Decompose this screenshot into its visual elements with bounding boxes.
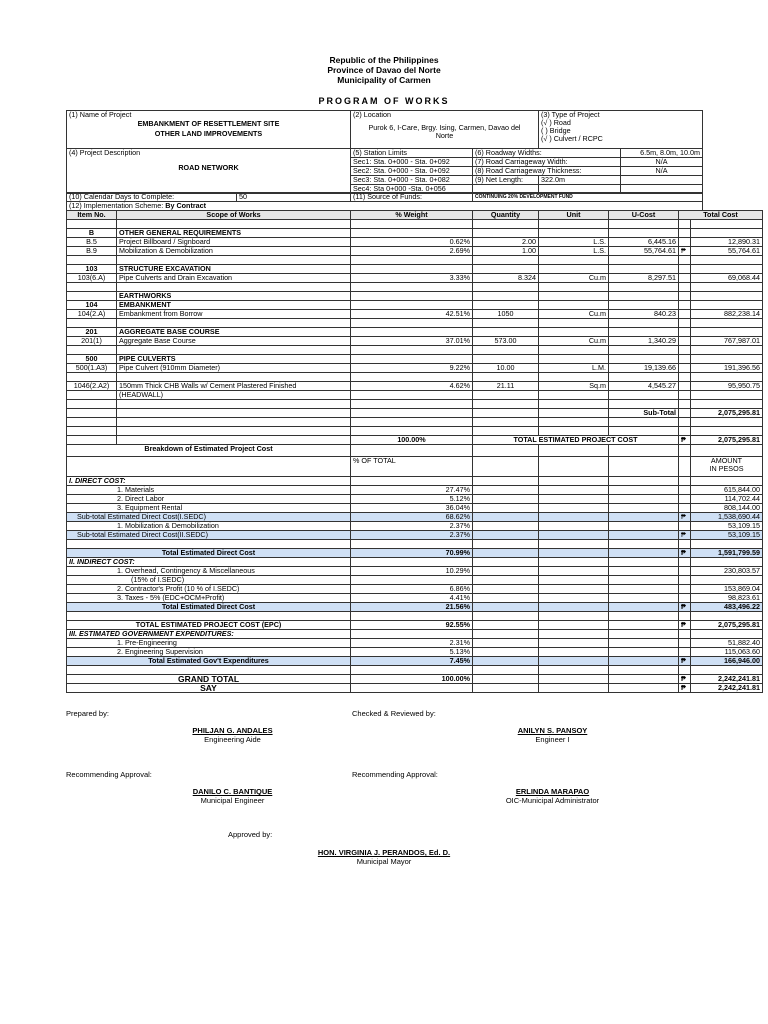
table-cell: Breakdown of Estimated Project Cost [67,445,351,457]
table-cell: 573.00 [473,337,539,346]
col-ucost: U-Cost [609,211,679,220]
table-cell: ₱ [679,684,691,693]
table-row [67,522,763,531]
table-cell: PIPE CULVERTS [117,355,351,364]
header-municipality: Municipality of Carmen [337,75,431,85]
table-cell: HON. VIRGINIA J. PERANDOS, Ed. D. [317,848,451,857]
table-cell: (HEADWALL) [117,391,351,400]
table-cell: IN PESOS [709,464,744,473]
table-cell: 2.37% [351,531,473,540]
table-cell: EMBANKMENT [117,301,351,310]
table-cell: 53,109.15 [691,531,763,540]
table-cell: 8.324 [473,274,539,283]
table-cell: 1,340.29 [609,337,679,346]
table-cell: 3.33% [351,274,473,283]
table-cell: 92.55% [351,621,473,630]
type-road: (√ ) Road [541,118,571,127]
section-3: Sec3: Sta. 0+000 - Sta. 0+082 [351,176,473,185]
table-row [67,585,763,594]
type-bridge: ( ) Bridge [541,126,571,135]
table-cell: 1,591,799.59 [691,549,763,558]
table-cell: Sq.m [539,382,609,391]
table-row [67,576,763,585]
table-cell: 12,890.31 [691,238,763,247]
table-row [67,265,763,274]
table-cell: 4,545.27 [609,382,679,391]
table-cell: 1. Mobilization & Demobilization [67,522,351,531]
table-cell: 69,068.44 [691,274,763,283]
table-row [67,301,763,310]
table-row [67,495,763,504]
table-cell: 1. Overhead, Contingency & Miscellaneous [67,567,351,576]
table-cell: Engineering Aide [204,735,261,744]
roadway-value: 6.5m, 8.0m, 10.0m [621,149,703,158]
table-cell: 2,075,295.81 [691,436,763,445]
breakdown-header-row [67,445,763,457]
table-row [67,630,763,639]
table-cell: 5.12% [351,495,473,504]
project-info-table [66,110,703,149]
table-cell: ₱ [679,549,691,558]
location-cell [351,111,539,149]
table-cell: 1,538,690.44 [691,513,763,522]
table-cell: 1. Materials [67,486,351,495]
table-cell: AGGREGATE BASE COURSE [117,328,351,337]
table-row [67,639,763,648]
table-cell: 21.11 [473,382,539,391]
table-cell: 166,946.00 [691,657,763,666]
table-cell: 100.00% [351,436,473,445]
carriage-thickness-value: N/A [621,167,703,176]
table-cell: L.S. [539,238,609,247]
section-1: Sec1: Sta. 0+000 - Sta. 0+092 [351,158,473,167]
table-cell: ₱ [679,621,691,630]
table-cell: 10.29% [351,567,473,576]
table-cell: 100.00% [351,675,473,684]
table-cell: Sub-Total [609,409,679,418]
table-cell: Municipal Mayor [356,857,412,866]
table-cell: Cu.m [539,274,609,283]
table-row [67,504,763,513]
table-cell: ₱ [679,675,691,684]
table-cell: (15% of I.SEDC) [67,576,351,585]
location-line1: Purok 6, I-Care, Brgy. Ising, Carmen, Davao del [368,123,521,132]
station-label: (5) Station Limits [351,149,473,158]
roadway-label: (6) Roadway Widths: [473,149,621,158]
table-cell: 9.22% [351,364,473,373]
table-cell: 808,144.00 [691,504,763,513]
table-cell: L.S. [539,247,609,256]
desc-value: ROAD NETWORK [178,163,239,172]
implementation-value: By Contract [165,201,207,210]
table-cell: B.9 [67,247,117,256]
grand-total-row [67,675,763,684]
table-cell: DANILO C. BANTIQUE [192,787,273,796]
approved-label: Approved by: [228,830,273,839]
table-cell: 201 [67,328,117,337]
table-cell: 53,109.15 [691,522,763,531]
table-cell: 55,764.61 [609,247,679,256]
table-row [67,310,763,319]
table-cell: Project Billboard / Signboard [117,238,351,247]
table-row [67,477,763,486]
items-header-row [67,211,763,220]
header-province: Province of Davao del Norte [327,65,441,75]
table-cell: 6.86% [351,585,473,594]
prepared-label: Prepared by: [66,709,109,718]
table-cell: 21.56% [351,603,473,612]
table-cell: Cu.m [539,337,609,346]
table-cell: 55,764.61 [691,247,763,256]
document-title: PROGRAM OF WORKS [318,96,450,106]
section-4: Sec4: Sta 0+000 -Sta. 0+056 [351,185,473,194]
table-row [67,531,763,540]
net-length-label: (9) Net Length: [473,176,539,185]
table-row [67,382,763,391]
table-cell: ₱ [679,657,691,666]
table-cell: 70.99% [351,549,473,558]
table-cell: Mobilization & Demobilization [117,247,351,256]
table-cell: Total Estimated Direct Cost [67,549,351,558]
col-scope: Scope of Works [117,211,351,220]
table-cell: Municipal Engineer [200,796,265,805]
table-cell: % OF TOTAL [351,457,473,477]
table-cell: 500(1.A3) [67,364,117,373]
table-cell: 103 [67,265,117,274]
table-cell: 2. Contractor's Profit (10 % of I.SEDC) [67,585,351,594]
table-cell: EARTHWORKS [117,292,351,301]
table-row [67,513,763,522]
project-name-cell [67,111,351,149]
table-cell: TOTAL ESTIMATED PROJECT COST (EPC) [67,621,351,630]
implementation-label: (12) Implementation Scheme: [69,201,164,210]
table-cell: II. INDIRECT COST: [67,558,351,567]
type-culvert: (√ ) Culvert / RCPC [541,134,603,143]
desc-cell [67,149,351,194]
say-row [67,684,763,693]
table-cell: 8,297.51 [609,274,679,283]
table-row [67,337,763,346]
table-cell: GRAND TOTAL [67,675,351,684]
table-row [67,355,763,364]
recommending-label-2: Recommending Approval: [352,770,438,779]
table-cell: ₱ [679,247,691,256]
table-cell: 27.47% [351,486,473,495]
col-weight: % Weight [351,211,473,220]
table-cell: 42.51% [351,310,473,319]
table-cell: 95,950.75 [691,382,763,391]
table-cell: AMOUNT [710,456,743,465]
table-cell: Embankment from Borrow [117,310,351,319]
table-cell: 191,396.56 [691,364,763,373]
table-cell: 7.45% [351,657,473,666]
table-cell: 2,242,241.81 [691,684,763,693]
table-cell: Sub-total Estimated Direct Cost(I.SEDC) [67,513,351,522]
table-cell: 1.00 [473,247,539,256]
table-row [67,558,763,567]
project-desc-table [66,148,703,194]
table-cell: 115,063.60 [691,648,763,657]
table-row [67,328,763,337]
items-table [66,210,763,693]
col-unit: Unit [539,211,609,220]
table-cell: OIC-Municipal Administrator [505,796,600,805]
table-cell: 2.00 [473,238,539,247]
table-row [67,603,763,612]
table-cell: 4.41% [351,594,473,603]
table-cell: 6,445.16 [609,238,679,247]
table-row [67,238,763,247]
table-cell: B [67,229,117,238]
calendar-days-label: (10) Calendar Days to Complete: [67,193,237,202]
table-cell: 2.31% [351,639,473,648]
table-cell: ₱ [679,513,691,522]
table-cell: TOTAL ESTIMATED PROJECT COST [473,436,679,445]
signatory-approved [284,848,484,866]
signatory-prepared [150,726,315,744]
table-cell: 483,496.22 [691,603,763,612]
table-cell: 37.01% [351,337,473,346]
table-row [67,594,763,603]
col-item-no: Item No. [67,211,117,220]
table-cell: L.M. [539,364,609,373]
table-cell: 104 [67,301,117,310]
signatory-recommending-2 [470,787,635,805]
table-cell: Aggregate Base Course [117,337,351,346]
table-cell: SAY [67,684,351,693]
table-cell: 2.37% [351,522,473,531]
carriage-thickness-label: (8) Road Carriageway Thickness: [473,167,621,176]
table-cell: 2.69% [351,247,473,256]
table-cell: Sub-total Estimated Direct Cost(II.SEDC) [67,531,351,540]
table-row [67,247,763,256]
net-length-value: 322.0m [539,176,621,185]
table-cell: 882,238.14 [691,310,763,319]
recommending-label-1: Recommending Approval: [66,770,152,779]
col-total-cost: Total Cost [679,211,763,220]
table-cell: 1050 [473,310,539,319]
desc-label: (4) Project Description [69,148,141,157]
table-row [67,391,763,400]
project-name-label: (1) Name of Project [69,110,132,119]
signatory-checked [470,726,635,744]
location-line2: Norte [435,131,454,140]
col-quantity: Quantity [473,211,539,220]
signatory-recommending-1 [150,787,315,805]
type-cell [539,111,703,149]
table-cell: 51,882.40 [691,639,763,648]
table-cell: Pipe Culvert (910mm Diameter) [117,364,351,373]
location-label: (2) Location [353,110,391,119]
table-cell: 2. Engineering Supervision [67,648,351,657]
table-cell: 2,075,295.81 [691,409,763,418]
table-cell: 5.13% [351,648,473,657]
table-cell: 153,869.04 [691,585,763,594]
funds-value: CONTINUING 20% DEVELOPMENT FUND [473,193,703,202]
schedule-table [66,192,703,211]
table-cell: III. ESTIMATED GOVERNMENT EXPENDITURES: [67,630,351,639]
table-cell: OTHER GENERAL REQUIREMENTS [117,229,351,238]
table-cell: ERLINDA MARAPAO [515,787,590,796]
carriage-width-label: (7) Road Carriageway Width: [473,158,621,167]
table-cell: 19,139.66 [609,364,679,373]
table-cell: 114,702.44 [691,495,763,504]
table-cell: 615,844.00 [691,486,763,495]
table-cell: PHILJAN G. ANDALES [192,726,273,735]
table-cell: 36.04% [351,504,473,513]
project-name-line2: OTHER LAND IMPROVEMENTS [154,129,263,138]
table-cell: B.5 [67,238,117,247]
table-cell: 2,075,295.81 [691,621,763,630]
table-cell: 103(6.A) [67,274,117,283]
table-cell: Engineer I [535,735,570,744]
table-row [67,621,763,630]
table-cell: ₱ [679,603,691,612]
table-cell: 2. Direct Labor [67,495,351,504]
type-label: (3) Type of Project [541,110,600,119]
section-2: Sec2: Sta. 0+000 - Sta. 0+092 [351,167,473,176]
table-cell: 840.23 [609,310,679,319]
table-cell: 3. Taxes - 5% (EDC+OCM+Profit) [67,594,351,603]
table-cell: Total Estimated Gov't Expenditures [67,657,351,666]
checked-label: Checked & Reviewed by: [352,709,436,718]
table-row [67,274,763,283]
table-cell: 500 [67,355,117,364]
table-cell: 2,242,241.81 [691,675,763,684]
table-cell: ANILYN S. PANSOY [517,726,588,735]
total-row [67,436,763,445]
table-cell: Cu.m [539,310,609,319]
table-row [67,229,763,238]
table-row [67,657,763,666]
table-cell: 4.62% [351,382,473,391]
table-cell: I. DIRECT COST: [67,477,351,486]
table-row [67,567,763,576]
breakdown-columns-row [67,457,763,477]
header-republic: Republic of the Philippines [329,55,439,65]
table-cell: 1. Pre-Engineering [67,639,351,648]
table-cell: 767,987.01 [691,337,763,346]
table-cell: ₱ [679,436,691,445]
table-row [67,648,763,657]
table-cell: Total Estimated Direct Cost [67,603,351,612]
table-cell: 0.62% [351,238,473,247]
project-name-line1: EMBANKMENT OF RESETTLEMENT SITE [137,119,280,128]
funds-label: (11) Source of Funds: [351,193,473,202]
table-cell: 150mm Thick CHB Walls w/ Cement Plastered Finished [117,382,351,391]
table-cell: ₱ [679,531,691,540]
table-cell: 3. Equipment Rental [67,504,351,513]
carriage-width-value: N/A [621,158,703,167]
table-row [67,292,763,301]
table-row [67,364,763,373]
table-row [67,486,763,495]
table-cell: Pipe Culverts and Drain Excavation [117,274,351,283]
table-cell: STRUCTURE EXCAVATION [117,265,351,274]
table-cell: 10.00 [473,364,539,373]
table-cell: 230,803.57 [691,567,763,576]
table-row [67,549,763,558]
calendar-days-value: 50 [237,193,351,202]
table-cell: 1046(2.A2) [67,382,117,391]
table-cell: 98,823.61 [691,594,763,603]
table-cell: 68.62% [351,513,473,522]
subtotal-row [67,409,763,418]
table-cell: 104(2.A) [67,310,117,319]
table-cell: 201(1) [67,337,117,346]
